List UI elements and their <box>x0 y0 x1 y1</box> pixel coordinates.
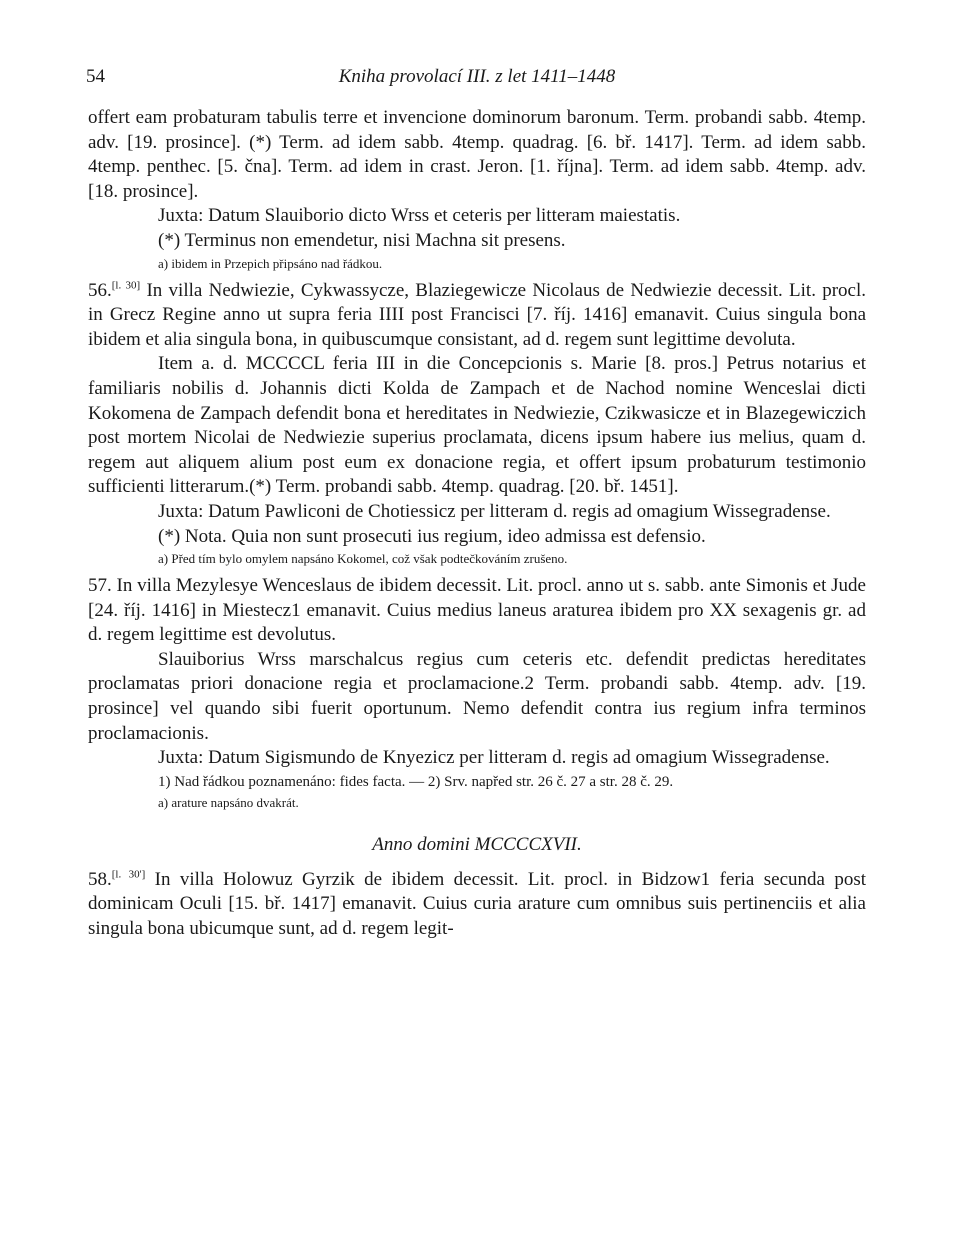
running-title: Kniha provolací III. z let 1411–1448 <box>338 66 616 87</box>
entry-56-juxta: Juxta: Datum Pawliconi de Chotiessicz per litteram d. regis ad omagium Wissegradense. <box>158 500 831 522</box>
year-heading: Anno domini MCCCCXVII. <box>372 833 582 855</box>
entry-57-footnote-a: a) arature napsáno dvakrát. <box>158 794 299 810</box>
entry-58-paragraph <box>88 868 866 942</box>
entry-55-paragraph: offert eam probaturam tabulis terre et invencione dominorum baronum. Term. probandi sabb. 4temp. adv. [19. prosince]. (*) Term. ad idem sabb. 4temp. quadrag. [6. bř. 1417]. Term. ad idem sabb. 4temp. penthec. [5. čna]. Term. ad idem in crast. Jeron. [1. října]. Term. ad idem sabb. 4temp. adv. [18. prosince]. <box>88 107 866 202</box>
running-header <box>88 66 866 96</box>
entry-58-number: 58. <box>88 868 112 890</box>
entry-56-folio: [l. 30] <box>111 279 141 292</box>
entry-56-note: (*) Nota. Quia non sunt prosecuti ius regium, ideo admissa est defensio. <box>158 525 706 547</box>
entry-55-note: (*) Terminus non emendetur, nisi Machna sit presens. <box>158 229 566 251</box>
entry-55-juxta: Juxta: Datum Slauiborio dicto Wrss et ceteris per litteram maiestatis. <box>158 205 681 227</box>
entry-56-paragraph <box>88 279 866 353</box>
entry-56-number: 56. <box>88 279 112 301</box>
entry-57-paragraph-2: Slauiborius Wrss marschalcus regius cum ceteris etc. defendit predictas hereditates proclamatas priori donacione regia et proclamacione.2 Term. probandi sabb. 4temp. adv. [19. prosince] vel quando sibi fuerit oportunum. Nemo defendit contra ius regium infra terminos proclamacionis. <box>88 648 866 744</box>
entry-57-footnotes: 1) Nad řádkou poznamenáno: fides facta. — 2) Srv. napřed str. 26 č. 27 a str. 28 č. 29. <box>158 773 674 790</box>
entry-57-paragraph <box>88 574 866 648</box>
entry-56-paragraph-2: Item a. d. MCCCCL feria III in die Concepcionis s. Marie [8. pros.] Petrus notarius et familiaris nobilis d. Johannis dicti Kolda de Zampach et de Nachod nomine Wenceslai dicti Kokomena de Zampach defendit bona et hereditates in Nedwiezie, Czikwasicze et in Blazegewiczich post mortem Nicolai de Nedwiezie superius proclamata, dicens ipsum habere ius melius, quam d. regem aut aliquem alium post eum ex donacione regia, et offert ipsum probaturum testimonio sufficienti litterarum.(*) Term. probandi sabb. 4temp. quadrag. [20. bř. 1451]. <box>88 353 866 498</box>
page <box>88 66 866 942</box>
page-number: 54 <box>86 66 105 87</box>
entry-56-text: In villa Nedwiezie, Cykwassycze, Blaziegewicze Nicolaus de Nedwiezie decessit. Lit. procl. in Grecz Regine anno ut supra feria IIII post Francisci [7. říj. 1416] emanavit. Cuius singula bona ibidem et alia singula bona, in quibuscumque consistant, ad d. regem sunt legittime devoluta. <box>88 279 867 350</box>
entry-56-footnote-a: a) Před tím bylo omylem napsáno Kokomel, což však podtečkováním zrušeno. <box>158 551 568 567</box>
entry-57-text: In villa Mezylesye Wenceslaus de ibidem decessit. Lit. procl. anno ut s. sabb. ante Simonis et Jude [24. říj. 1416] in Miestecz1 emanavit. Cuius medius laneus araturea ibidem pro XX sexagenis gr. ad d. regem legittime est devolutus. <box>88 575 866 646</box>
entry-55-footnote-a: a) ibidem in Przepich připsáno nad řádkou. <box>158 255 383 271</box>
entry-57-number: 57. <box>88 575 112 597</box>
entry-58-text: In villa Holowuz Gyrzik de ibidem decessit. Lit. procl. in Bidzow1 feria secunda post dominicam Oculi [15. bř. 1417] emanavit. Cuius curia arature cum omnibus suis pertinenciis et alia singula bona ubicumque sunt, ad d. regem legit- <box>88 868 866 940</box>
entry-58-folio: [l. 30'] <box>111 868 146 881</box>
entry-57-juxta: Juxta: Datum Sigismundo de Knyezicz per litteram d. regis ad omagium Wissegradense. <box>158 747 830 769</box>
